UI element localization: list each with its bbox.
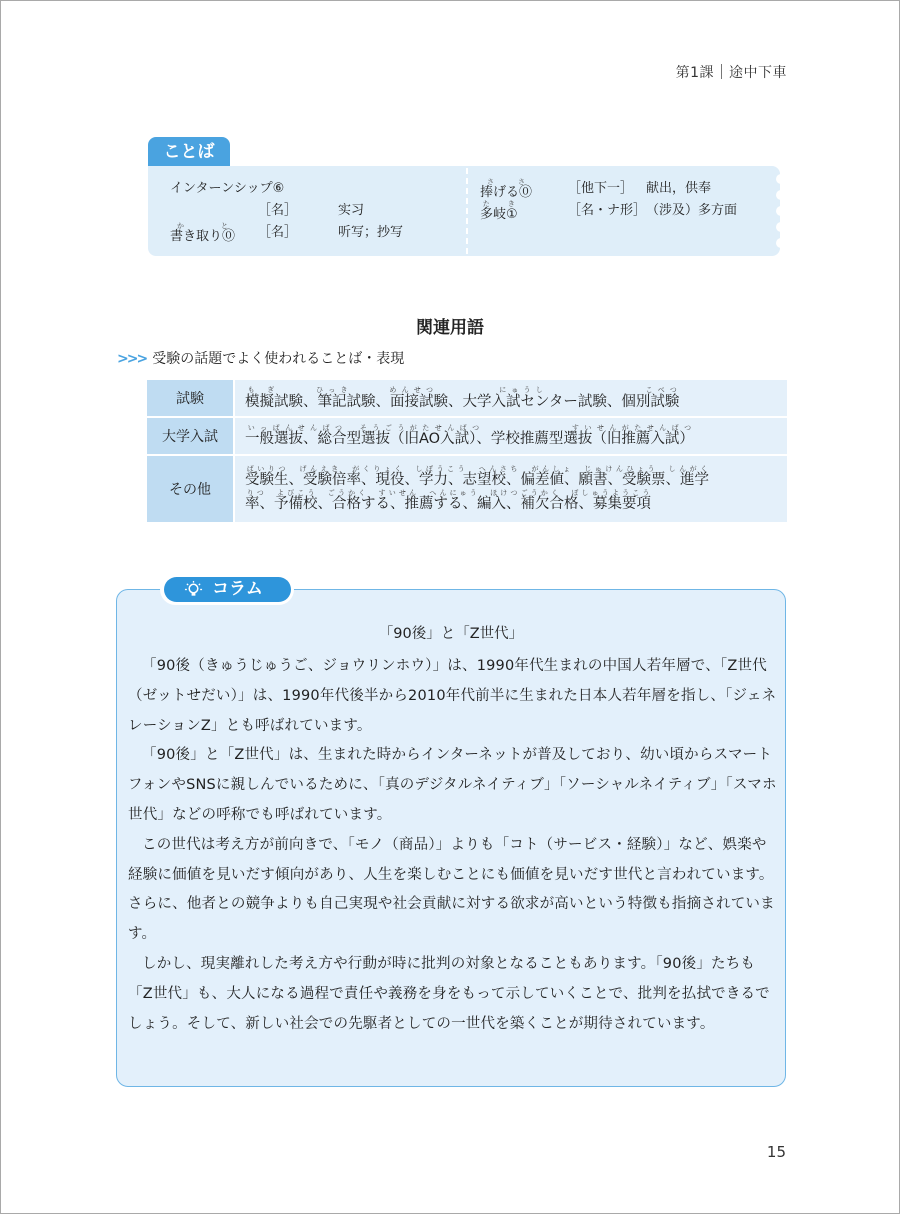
vocab-pos: ［他下一］ (568, 181, 634, 196)
row-label: 大学入試 (147, 418, 233, 454)
header-divider (721, 64, 722, 79)
table-row (147, 418, 787, 454)
vocab-pos: ［名］ (258, 203, 298, 218)
term-line: 受験生、受験倍率、現役、学力、志望校、偏差値、願書、受験票、進学ばいりつ げんえき がくりょく しぼうこう へんさち がんしょ じゅけんひょう しんがく (245, 465, 709, 488)
notch (776, 238, 786, 248)
vocab-box (148, 166, 780, 256)
row-content (235, 380, 787, 416)
vocab-entry (170, 178, 460, 200)
row-content (235, 418, 787, 454)
vocab-entry (480, 178, 770, 200)
lesson-number: 第1課 (675, 65, 714, 81)
term-line: 一般選抜、総合型選抜（旧AO入試）、学校推薦型選抜（旧推薦入試）いっぱんせんばつ そうごうがたせんばつ すいせんがたせんばつ (245, 424, 694, 447)
vocab-right-column (480, 178, 770, 222)
column-title: 「90後」と「Z世代」 (378, 626, 524, 642)
vocab-meaning: 听写；抄写 (338, 225, 404, 240)
terms-table (147, 380, 787, 524)
notch (776, 174, 786, 184)
vocab-divider (466, 168, 468, 254)
page-number: 15 (766, 1143, 786, 1161)
vocab-meaning: 实习 (338, 203, 365, 218)
vocab-entry (170, 222, 460, 244)
column-paragraph: しかし、現実離れした考え方や行動が時に批判の対象となることもあります。「90後」たちも「Z世代」も、大人になる過程で責任や義務を身をもって示していくことで、批判を払拭できるでしょう。そして、新しい社会での先駆者としての一世代を築くことが期待されています。 (128, 955, 770, 1032)
column-body (128, 652, 778, 1039)
vocab-meaning: （涉及）多方面 (646, 203, 738, 218)
subheading (117, 348, 404, 368)
row-content (235, 456, 787, 522)
lightbulb-icon (184, 580, 203, 599)
vocab-word: インターンシップ⑥ (170, 181, 285, 196)
subheading-text: 受験の話題でよく使われることば・表現 (152, 351, 405, 367)
vocab-meaning: 献出，供奉 (646, 181, 712, 196)
triple-chevron-icon: >>> (117, 351, 147, 367)
vocab-entry (170, 200, 460, 222)
notch (776, 206, 786, 216)
row-label: 試験 (147, 380, 233, 416)
table-row (147, 456, 787, 522)
vocab-tab: ことば (148, 137, 230, 167)
section-title: 関連用語 (416, 318, 484, 338)
term-line: 率、予備校、合格する、推薦する、編入、補欠合格、募集要項りつ よびこう ごうかく すいせん へんにゅう ほけつごうかく ぼしゅうようこう (245, 489, 651, 512)
page-header (676, 62, 787, 82)
vocab-entry (480, 200, 770, 222)
vocab-word: 書き取り⓪か と (170, 222, 236, 244)
column-tab (164, 577, 291, 602)
column-tab-label: コラム (212, 579, 263, 599)
notch (776, 222, 786, 232)
vocab-pos: ［名］ (258, 225, 298, 240)
vocab-word: 捧げる⓪ささ (480, 178, 533, 200)
term-line: 模擬試験、筆記試験、面接試験、大学入試センター試験、個別試験も ぎ ひっき めんせつ にゅうし こべつ (245, 385, 680, 410)
vocab-left-column (170, 178, 460, 244)
column-paragraph: 「90後（きゅうじゅうご、ジョウリンホウ）」は、1990年代生まれの中国人若年層で、「Z世代（ゼットせだい）」は、1990年代後半から2010年代前半に生まれた日本人若年層を指し、「ジェネレーションZ」とも呼ばれています。 (128, 658, 777, 734)
notch (776, 190, 786, 200)
row-label: その他 (147, 456, 233, 522)
column-paragraph: この世代は考え方が前向きで、「モノ（商品）」よりも「コト（サービス・経験）」など、娯楽や経験に価値を見いだす傾向があり、人生を楽しむことにも価値を見いだす世代と言われています。さらに、他者との競争よりも自己実現や社会貢献に対する欲求が高いという特徴も指摘されています。 (128, 836, 775, 943)
vocab-pos: ［名・ナ形］ (568, 203, 647, 218)
lesson-title: 途中下車 (729, 65, 787, 81)
table-row (147, 380, 787, 416)
vocab-word: 多岐①た き (480, 200, 518, 222)
column-paragraph: 「90後」と「Z世代」は、生まれた時からインターネットが普及しており、幼い頃からスマートフォンやSNSに親しんでいるために、「真のデジタルネイティブ」「ソーシャルネイティブ」「スマホ世代」などの呼称でも呼ばれています。 (128, 747, 777, 823)
